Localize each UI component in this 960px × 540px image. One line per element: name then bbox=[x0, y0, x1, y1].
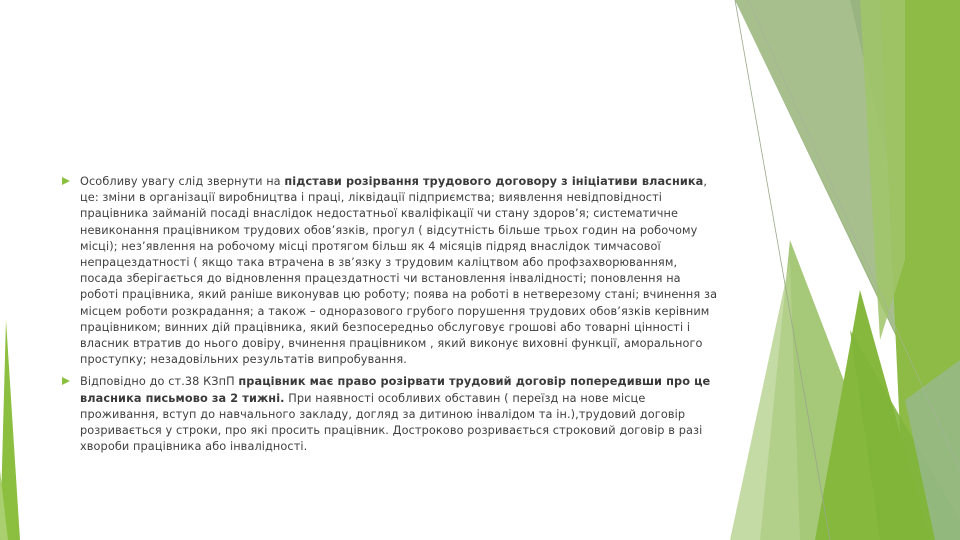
emphasis-text: працівник має право розірвати трудовий договір попередивши про це власника письмово за 2 тижні. bbox=[80, 375, 711, 405]
paragraph-text: Особливу увагу слід звернути на підстави розірвання трудового договору з ініціативи власника, це: зміни в організації виробництва і праці, ліквідації підприємства; виявлення невідповідності працівника займаній посаді внаслідок недостатньої кваліфікації чи стану здоров’я; систематичне невиконання працівником трудових обов’язків, прогул ( відсутність більше трьох годин на робочому місці); нез’явлення на робочому місці протягом більш як 4 місяців підряд внаслідок тимчасової непрацездатності ( якщо така втрачена в зв’язку з трудовим каліцтвом або профзахворюванням, посада зберігається до відновлення працездатності чи встановлення інвалідності; поновлення на роботі працівника, який раніше виконував цю роботу; поява на роботі в нетверезому стані; вчинення за місцем роботи розкрадання; а також – одноразового грубого порушення трудових обов’язків керівним працівником; винних дій працівника, який безпосередньо обслуговує грошові або товарні цінності і власник втратив до нього довіру, вчинення працівником , який виконує виховні функції, аморального проступку; незадовільних результатів випробування. bbox=[80, 175, 718, 367]
facet-lower-left bbox=[730, 260, 800, 540]
triangle-right-icon bbox=[62, 377, 70, 385]
triangle-right-icon bbox=[62, 177, 70, 185]
list-item bbox=[62, 174, 722, 368]
list-item bbox=[62, 374, 722, 455]
emphasis-text: підстави розірвання трудового договору з ініціативи власника bbox=[284, 175, 704, 188]
paragraph-text: Відповідно до ст.38 КЗпП працівник має право розірвати трудовий договір попередивши про це власника письмово за 2 тижні. При наявності особливих обставин ( переїзд на нове місце проживання, вступ до навчального закладу, догляд за дитиною інвалідом та ін.),трудовий договір розривається у строки, про які просить працівник. Достроково розривається строковий договір в разі хвороби працівника або інвалідності. bbox=[80, 375, 711, 454]
slide-body bbox=[62, 174, 722, 461]
